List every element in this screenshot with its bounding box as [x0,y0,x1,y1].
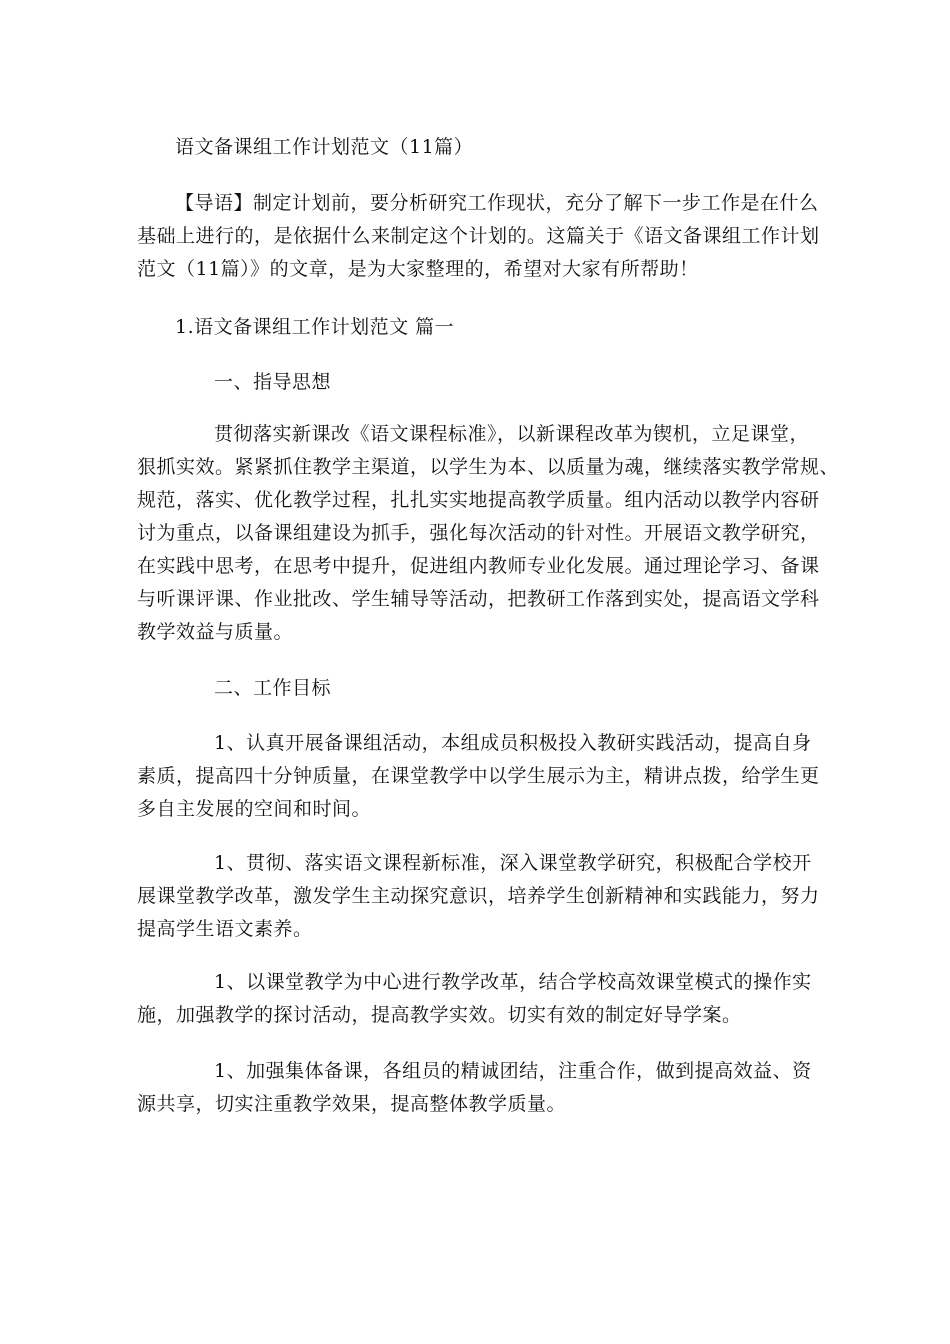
part1-line-7: 教学效益与质量。 [137,621,294,643]
goal4-line-1: 1、加强集体备课，各组员的精诚团结，注重合作，做到提高效益、资 [214,1060,812,1082]
goal2-line-1: 1、贯彻、落实语文课程新标准，深入课堂教学研究，积极配合学校开 [214,852,812,874]
part1-line-4: 讨为重点，以备课组建设为抓手，强化每次活动的针对性。开展语文教学研究， [137,522,820,544]
goal4-line-2: 源共享，切实注重教学效果，提高整体教学质量。 [137,1093,567,1115]
part1-line-1: 贯彻落实新课改《语文课程标准》，以新课程改革为锲机，立足课堂， [214,423,810,445]
intro-line-2: 基础上进行的，是依据什么来制定这个计划的。这篇关于《语文备课组工作计划 [137,225,820,247]
goal2-line-3: 提高学生语文素养。 [137,918,313,940]
intro-line-1: 【导语】制定计划前，要分析研究工作现状，充分了解下一步工作是在什么 [175,192,819,214]
section-heading: 1.语文备课组工作计划范文 篇一 [175,316,455,338]
part1-line-6: 与听课评课、作业批改、学生辅导等活动，把教研工作落到实处，提高语文学科 [137,588,820,610]
goal2-line-2: 展课堂教学改革，激发学生主动探究意识，培养学生创新精神和实践能力，努力 [137,885,820,907]
goal1-line-1: 1、认真开展备课组活动，本组成员积极投入教研实践活动，提高自身 [214,732,812,754]
part1-line-2: 狠抓实效。紧紧抓住教学主渠道，以学生为本、以质量为魂，继续落实教学常规、 [137,456,840,478]
document-title: 语文备课组工作计划范文（11篇） [175,136,474,158]
goal1-line-3: 多自主发展的空间和时间。 [137,798,372,820]
part1-line-3: 规范，落实、优化教学过程，扎扎实实地提高教学质量。组内活动以教学内容研 [137,489,820,511]
part2-heading: 二、工作目标 [214,677,332,699]
part1-line-5: 在实践中思考，在思考中提升，促进组内教师专业化发展。通过理论学习、备课 [137,555,820,577]
part1-heading: 一、指导思想 [214,371,332,393]
goal3-line-2: 施，加强教学的探讨活动，提高教学实效。切实有效的制定好导学案。 [137,1004,742,1026]
intro-line-3: 范文（11篇）》的文章，是为大家整理的，希望对大家有所帮助！ [137,258,699,280]
goal1-line-2: 素质，提高四十分钟质量，在课堂教学中以学生展示为主，精讲点拨，给学生更 [137,765,820,787]
goal3-line-1: 1、以课堂教学为中心进行教学改革，结合学校高效课堂模式的操作实 [214,971,812,993]
